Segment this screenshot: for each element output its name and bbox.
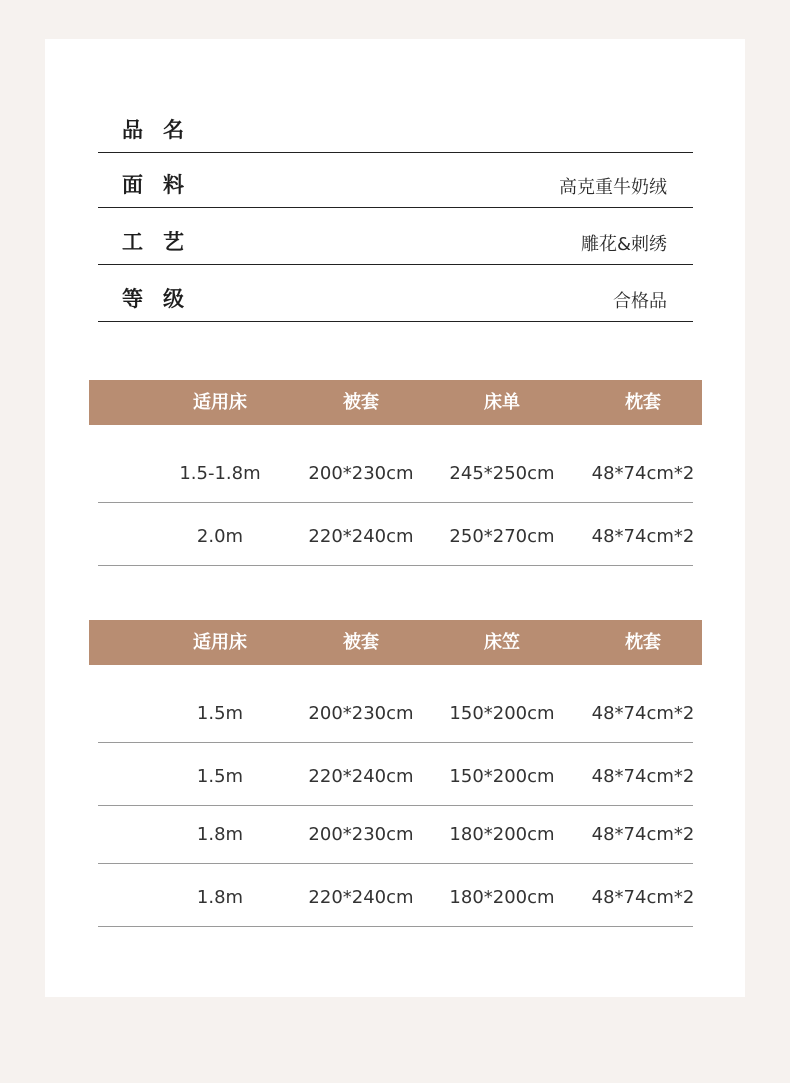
- table2-header: [89, 620, 702, 665]
- table2-header-bed: 适用床: [193, 632, 247, 653]
- table-cell: 220*240cm: [308, 526, 414, 547]
- table-row: [98, 863, 693, 927]
- table-cell: 1.5-1.8m: [179, 463, 261, 484]
- table-cell: 180*200cm: [449, 824, 555, 845]
- table-cell: 48*74cm*2: [591, 887, 695, 908]
- table-cell: 48*74cm*2: [591, 766, 695, 787]
- table-cell: 2.0m: [196, 526, 244, 547]
- table1-header-duvet: 被套: [343, 392, 379, 413]
- attr-label: 等级: [122, 286, 204, 311]
- table-row: [98, 665, 693, 743]
- attr-value: 雕花&刺绣: [580, 234, 667, 255]
- table-row: [98, 425, 693, 503]
- table-cell: 200*230cm: [308, 463, 414, 484]
- table-cell: 220*240cm: [308, 887, 414, 908]
- table2-header-duvet: 被套: [343, 632, 379, 653]
- table-cell: 1.5m: [196, 766, 244, 787]
- attr-label: 工艺: [122, 229, 204, 254]
- table-cell: 150*200cm: [449, 766, 555, 787]
- table2-header-pillowcase: 枕套: [625, 632, 661, 653]
- table-row: [98, 805, 693, 864]
- table-cell: 48*74cm*2: [591, 824, 695, 845]
- table-cell: 220*240cm: [308, 766, 414, 787]
- table1-header: [89, 380, 702, 425]
- attr-row-fabric: [98, 152, 693, 208]
- attr-value: 合格品: [613, 291, 667, 312]
- table-cell: 250*270cm: [449, 526, 555, 547]
- attr-value: 高克重牛奶绒: [559, 177, 667, 198]
- attr-label: 品名: [122, 117, 204, 142]
- table1-header-bed: 适用床: [193, 392, 247, 413]
- table-row: [98, 502, 693, 566]
- attr-label: 面料: [122, 172, 204, 197]
- table-cell: 48*74cm*2: [591, 463, 695, 484]
- attr-row-name: [98, 99, 693, 153]
- table-cell: 200*230cm: [308, 824, 414, 845]
- table-cell: 180*200cm: [449, 887, 555, 908]
- table-cell: 1.8m: [196, 887, 244, 908]
- table-cell: 48*74cm*2: [591, 703, 695, 724]
- spec-card: [45, 39, 745, 997]
- table1-header-pillowcase: 枕套: [625, 392, 661, 413]
- table-cell: 48*74cm*2: [591, 526, 695, 547]
- table-cell: 1.8m: [196, 824, 244, 845]
- table1-header-sheet: 床单: [484, 392, 520, 413]
- table-cell: 200*230cm: [308, 703, 414, 724]
- attr-row-craft: [98, 207, 693, 265]
- table-row: [98, 742, 693, 806]
- table-cell: 1.5m: [196, 703, 244, 724]
- table-cell: 150*200cm: [449, 703, 555, 724]
- attr-row-grade: [98, 264, 693, 322]
- table-cell: 245*250cm: [449, 463, 555, 484]
- table2-header-fitted-sheet: 床笠: [484, 632, 520, 653]
